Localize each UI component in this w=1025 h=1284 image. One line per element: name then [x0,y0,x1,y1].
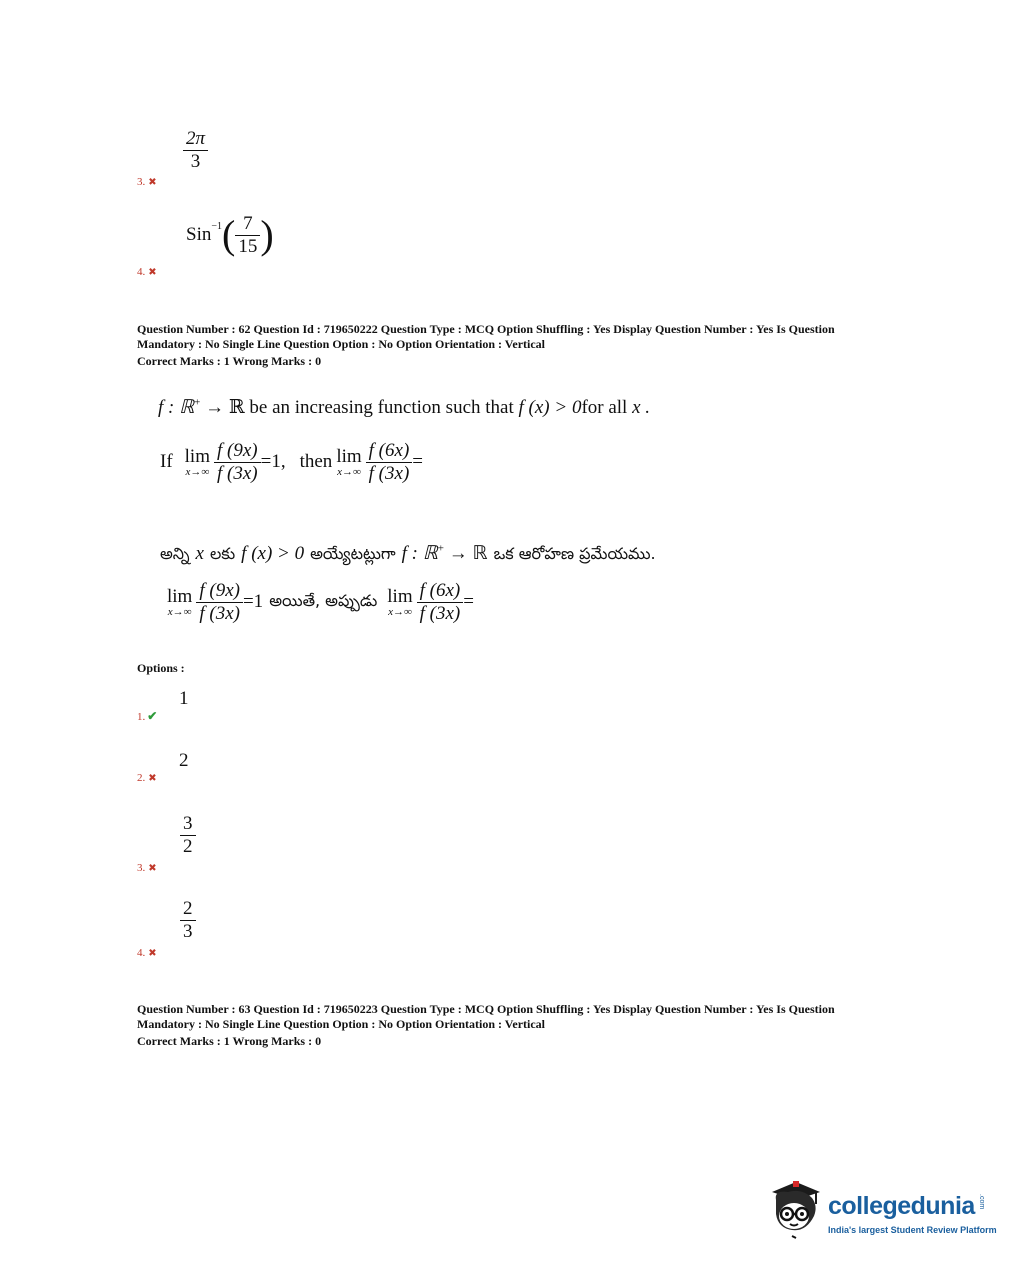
wrong-mark-icon: ✖ [148,948,157,959]
prev-option-3-number: 3. ✖ [137,176,157,188]
limit-operator: lim x→∞ [167,585,193,618]
option-3-number: 3. ✖ [137,862,157,874]
mascot-icon [766,1176,824,1242]
limit-operator: lim x→∞ [184,445,210,478]
option-1-number: 1. ✔ [137,709,158,723]
fraction: $\frac{2\pi}{3}$ [183,128,208,173]
brand-tagline: India's largest Student Review Platform [828,1225,997,1235]
option-3-value [180,813,196,858]
question-telugu-limit: lim x→∞ $\frac{f (9x)}{f (3x)}$ =1 అయితే, అప్పుడు lim x→∞ $\frac{f (6x)}{f (3x)}$ = [167,580,474,624]
fraction: $\frac{f (6x)}{f (3x)}$ [366,440,413,485]
wrong-mark-icon: ✖ [148,177,157,188]
options-label: Options : [137,661,185,675]
question-63-metadata: Question Number : 63 Question Id : 719650223 Question Type : MCQ Option Shuffling : Yes Display Question Number : Yes Is Question Mandatory : No Single Line Question Option : No Option Orientation : Vertical Correct Marks : 1 Wrong Marks : 0 [137,1002,835,1048]
prev-option-3-content [183,128,208,173]
fraction: $\frac{f (6x)}{f (3x)}$ [417,580,464,625]
wrong-mark-icon: ✖ [148,773,157,784]
question-english-limit: If lim x→∞ $\frac{f (9x)}{f (3x)}$ =1, then lim x→∞ $\frac{f (6x)}{f (3x)}$ = [160,440,423,484]
prev-option-4-number: 4. ✖ [137,266,157,278]
limit-operator: lim x→∞ [336,445,362,478]
fraction: $\frac{2}{3}$ [180,898,196,943]
correct-check-icon: ✔ [147,709,158,723]
wrong-mark-icon: ✖ [148,267,157,278]
fraction: $\frac{3}{2}$ [180,813,196,858]
option-2-value: 2 [179,750,189,771]
wrong-mark-icon: ✖ [148,863,157,874]
question-english-line1: f : ℝ+ → ℝ be an increasing function such that f (x) > 0for all x . [158,396,651,418]
option-2-number: 2. ✖ [137,772,157,784]
fraction: $\frac{7}{15}$ [235,213,260,258]
question-telugu-line1: అన్ని x లకు f (x) > 0 అయ్యేటట్లుగా f : ℝ+ → ℝ ఒక ఆరోహణ ప్రమేయము. [160,542,656,564]
option-1-value: 1 [179,688,189,709]
brand-name: collegedunia [828,1192,975,1220]
limit-operator: lim x→∞ [387,585,413,618]
question-62-metadata: Question Number : 62 Question Id : 719650222 Question Type : MCQ Option Shuffling : Yes Display Question Number : Yes Is Question Mandatory : No Single Line Question Option : No Option Orientation : Vertical Correct Marks : 1 Wrong Marks : 0 [137,322,835,368]
prev-option-4-content: Sin $^{-1}$ ( $\frac{7}{15}$ ) [186,212,274,258]
brand-tld: .com [978,1194,985,1210]
option-4-number: 4. ✖ [137,947,157,959]
option-4-value [180,898,196,943]
fraction: $\frac{f (9x)}{f (3x)}$ [196,580,243,625]
collegedunia-logo[interactable] [766,1176,996,1248]
fraction: $\frac{f (9x)}{f (3x)}$ [214,440,261,485]
